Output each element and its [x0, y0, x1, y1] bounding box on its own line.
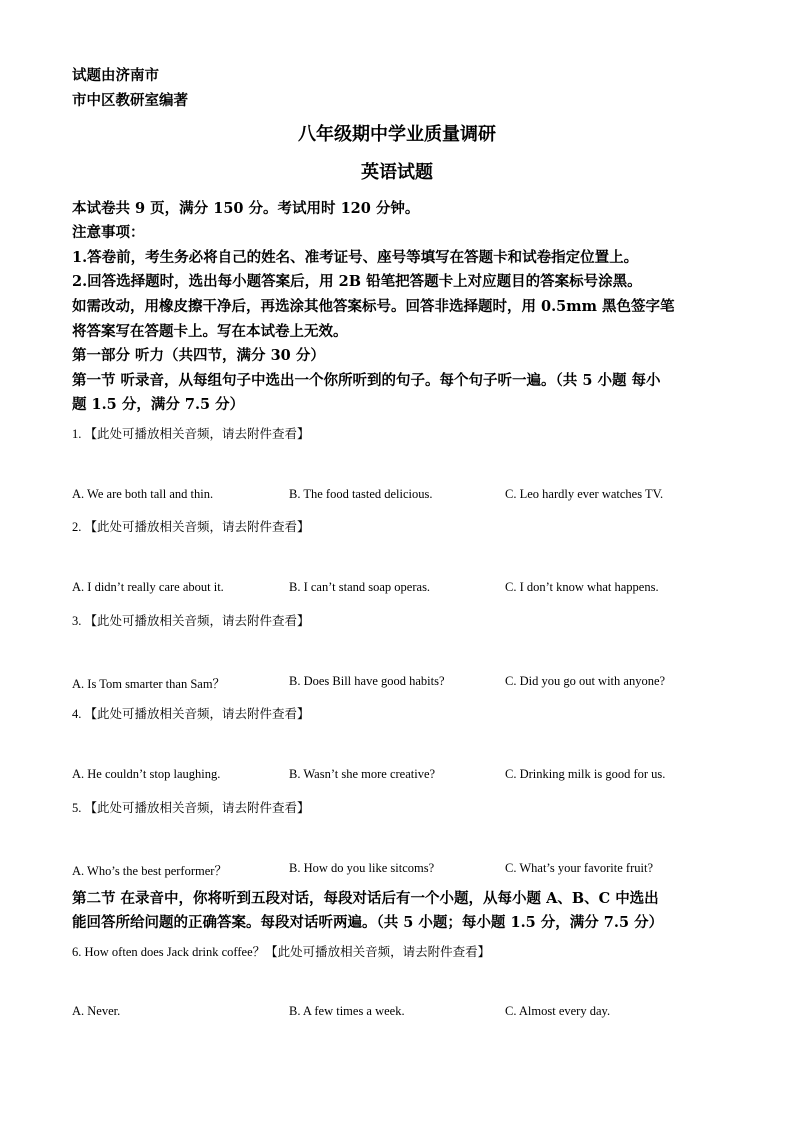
option-b: B. The food tasted delicious. [289, 487, 433, 501]
question-stem: 5. 【此处可播放相关音频，请去附件查看】 [72, 801, 310, 815]
option-c: C. What’s your favorite fruit? [505, 861, 653, 875]
source-line-1: 试题由济南市 [72, 67, 159, 84]
option-a: A. Who’s the best performer？ [72, 864, 227, 878]
question-stem: 4. 【此处可播放相关音频，请去附件查看】 [72, 707, 310, 721]
option-c: C. I don’t know what happens. [505, 580, 659, 594]
option-c: C. Almost every day. [505, 1004, 611, 1018]
note-1: 1.答卷前，考生务必将自己的姓名、准考证号、座号等填写在答题卡和试卷指定位置上。 [72, 249, 639, 266]
note-2-continued-2: 将答案写在答题卡上。写在本试卷上无效。 [72, 323, 348, 340]
option-c: C. Leo hardly ever watches TV. [505, 487, 664, 501]
part1-heading: 第一部分 听力（共四节，满分 30 分） [72, 347, 325, 364]
exam-title: 八年级期中学业质量调研 [298, 124, 496, 145]
option-a: A. Is Tom smarter than Sam？ [72, 677, 226, 691]
option-c: C. Did you go out with anyone? [505, 674, 666, 688]
question-stem: 6. How often does Jack drink coffee？【此处可播放相关音频，请去附件查看】 [72, 945, 491, 959]
option-b: B. Wasn’t she more creative? [289, 767, 436, 781]
section1-instruction-1: 第一节 听录音，从每组句子中选出一个你所听到的句子。每个句子听一遍。（共 5 小题 每小 [72, 372, 661, 389]
option-b: B. Does Bill have good habits? [289, 674, 445, 688]
option-a: A. He couldn’t stop laughing. [72, 767, 221, 781]
option-a: A. Never. [72, 1004, 121, 1018]
source-line-2: 市中区教研室编著 [72, 92, 188, 109]
exam-subtitle: 英语试题 [361, 162, 433, 183]
section1-instruction-2: 题 1.5 分，满分 7.5 分） [72, 396, 245, 413]
option-a: A. I didn’t really care about it. [72, 580, 224, 594]
option-a: A. We are both tall and thin. [72, 487, 214, 501]
notes-heading: 注意事项： [72, 224, 145, 241]
option-c: C. Drinking milk is good for us. [505, 767, 666, 781]
exam-summary: 本试卷共 9 页，满分 150 分。考试用时 120 分钟。 [72, 200, 420, 217]
option-b: B. I can’t stand soap operas. [289, 580, 431, 594]
question-stem: 2. 【此处可播放相关音频，请去附件查看】 [72, 520, 310, 534]
section2-instruction-2: 能回答所给问题的正确答案。每段对话听两遍。（共 5 小题；每小题 1.5 分，满分 7.5 分） [72, 914, 664, 931]
question-stem: 3. 【此处可播放相关音频，请去附件查看】 [72, 614, 310, 628]
question-stem: 1. 【此处可播放相关音频，请去附件查看】 [72, 427, 310, 441]
note-2: 2.回答选择题时，选出每小题答案后，用 2B 铅笔把答题卡上对应题目的答案标号涂黑。 [72, 273, 642, 290]
option-b: B. A few times a week. [289, 1004, 405, 1018]
section2-instruction-1: 第二节 在录音中，你将听到五段对话，每段对话后有一个小题，从每小题 A、B、C 中选出 [72, 890, 659, 907]
option-b: B. How do you like sitcoms? [289, 861, 435, 875]
note-2-continued-1: 如需改动，用橡皮擦干净后，再选涂其他答案标号。回答非选择题时，用 0.5mm 黑色签字笔 [72, 298, 675, 315]
